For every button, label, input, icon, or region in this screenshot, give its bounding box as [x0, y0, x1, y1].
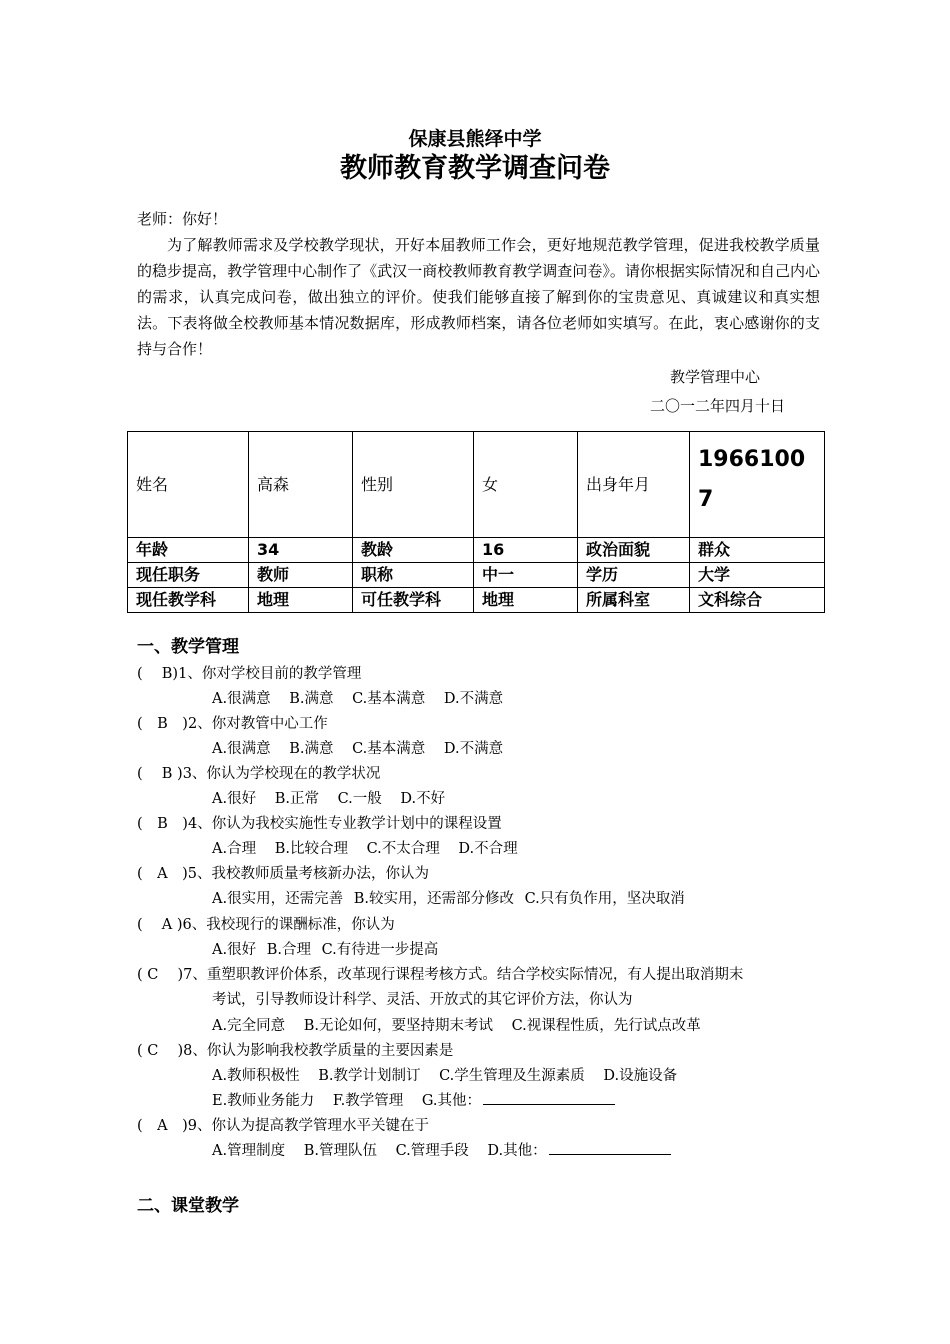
table-cell: 政治面貌	[578, 538, 690, 563]
table-cell: 女	[474, 432, 578, 538]
question-6-options	[212, 938, 452, 959]
question-text: 3、你认为学校现在的教学状况	[182, 766, 381, 782]
option: D.不合理	[458, 841, 518, 857]
question-text: 5、我校教师质量考核新办法，你认为	[187, 866, 430, 882]
option: B.无论如何，要坚持期末考试	[303, 1018, 493, 1034]
option: B.满意	[289, 691, 334, 707]
question-text: 9、你认为提高教学管理水平关键在于	[187, 1118, 430, 1134]
answer-prefix: ( A )	[137, 866, 188, 882]
answer-prefix: ( B )	[137, 716, 188, 732]
question-text: 4、你认为我校实施性专业教学计划中的课程设置	[187, 816, 502, 832]
table-cell: 地理	[249, 588, 353, 613]
question-1-options	[212, 687, 517, 708]
table-cell: 文科综合	[690, 588, 825, 613]
option: A.很好	[212, 791, 257, 807]
option: A.很好	[212, 942, 257, 958]
answer-prefix: ( A )	[137, 1118, 188, 1134]
option: C.基本满意	[352, 741, 426, 757]
question-text: 6、我校现行的课酬标准，你认为	[182, 917, 395, 933]
table-cell: 群众	[690, 538, 825, 563]
question-3	[137, 762, 380, 783]
question-4-options	[212, 837, 532, 858]
question-7-continuation: 考试，引导教师设计科学、灵活、开放式的其它评价方法，你认为	[212, 992, 633, 1008]
table-row	[128, 588, 825, 613]
option: B.比较合理	[274, 841, 348, 857]
letter-date: 二〇一二年四月十日	[649, 397, 785, 415]
option: D.设施设备	[603, 1068, 678, 1084]
answer-prefix: ( B)	[137, 666, 179, 682]
table-cell: 16	[474, 538, 578, 563]
table-cell: 现任教学科	[128, 588, 249, 613]
option: C.一般	[337, 791, 382, 807]
option: A.教师积极性	[212, 1068, 300, 1084]
table-row	[128, 432, 825, 538]
option: A.很满意	[212, 691, 271, 707]
question-5-options	[212, 887, 699, 908]
table-cell: 学历	[578, 563, 690, 588]
option: C.视课程性质，先行试点改革	[511, 1018, 701, 1034]
table-cell: 教师	[249, 563, 353, 588]
question-9-options	[212, 1139, 685, 1160]
question-text: 1、你对学校目前的教学管理	[178, 666, 362, 682]
answer-prefix: ( C )	[137, 1043, 184, 1059]
question-8-options	[212, 1064, 691, 1085]
table-cell: 出身年月	[578, 432, 690, 538]
option: B.教学计划制订	[318, 1068, 421, 1084]
option: A.完全同意	[212, 1018, 286, 1034]
option: D.不满意	[443, 691, 504, 707]
table-cell: 姓名	[128, 432, 249, 538]
question-5	[137, 862, 429, 883]
question-2-options	[212, 737, 517, 758]
table-cell: 19661007	[690, 432, 825, 538]
question-9	[137, 1114, 429, 1135]
answer-prefix: ( C )	[137, 967, 184, 983]
option: C.只有负作用，坚决取消	[524, 891, 685, 907]
table-cell: 所属科室	[578, 588, 690, 613]
question-text: 7、重塑职教评价体系，改革现行课程考核方式。结合学校实际情况，有人提出取消期末	[183, 967, 744, 983]
letter-greeting: 老师：你好！	[137, 210, 228, 228]
option: F.教学管理	[332, 1093, 404, 1109]
answer-prefix: ( B )	[137, 766, 183, 782]
option: G.其他：	[421, 1093, 482, 1109]
letter-signature: 教学管理中心	[669, 368, 760, 386]
option: B.满意	[289, 741, 334, 757]
option: B.合理	[266, 942, 311, 958]
option: A.管理制度	[212, 1143, 286, 1159]
option: C.不太合理	[366, 841, 440, 857]
question-8-options-more	[212, 1089, 629, 1110]
table-cell: 职称	[353, 563, 474, 588]
question-6	[137, 913, 395, 934]
option: B.较实用，还需部分修改	[353, 891, 514, 907]
option: C.管理手段	[395, 1143, 469, 1159]
answer-prefix: ( A )	[137, 917, 183, 933]
table-row	[128, 538, 825, 563]
table-cell: 年龄	[128, 538, 249, 563]
option: A.很实用，还需完善	[212, 891, 344, 907]
table-cell: 34	[249, 538, 353, 563]
question-7	[137, 963, 743, 984]
fill-in-blank[interactable]	[483, 1090, 615, 1105]
question-1	[137, 662, 361, 683]
option: A.合理	[212, 841, 257, 857]
option: D.不满意	[443, 741, 504, 757]
option: D.不好	[400, 791, 446, 807]
table-cell: 现任职务	[128, 563, 249, 588]
option: A.很满意	[212, 741, 271, 757]
answer-prefix: ( B )	[137, 816, 188, 832]
section-heading: 二、课堂教学	[137, 1196, 239, 1216]
question-3-options	[212, 787, 459, 808]
option: D.其他：	[487, 1143, 547, 1159]
table-cell: 地理	[474, 588, 578, 613]
school-name: 保康县熊绎中学	[408, 128, 542, 150]
table-cell: 性别	[353, 432, 474, 538]
table-cell: 大学	[690, 563, 825, 588]
fill-in-blank[interactable]	[549, 1140, 671, 1155]
question-text: 8、你认为影响我校教学质量的主要因素是	[183, 1043, 454, 1059]
option: C.基本满意	[352, 691, 426, 707]
table-row	[128, 563, 825, 588]
option: B.管理队伍	[303, 1143, 377, 1159]
option: C.学生管理及生源素质	[439, 1068, 585, 1084]
question-4	[137, 812, 502, 833]
table-cell: 高森	[249, 432, 353, 538]
table-cell: 中一	[474, 563, 578, 588]
teacher-info-table	[127, 431, 825, 613]
question-2	[137, 712, 328, 733]
document-title: 教师教育教学调查问卷	[340, 153, 610, 184]
section-heading: 一、教学管理	[137, 637, 239, 657]
question-7-options	[212, 1014, 715, 1035]
option: B.正常	[274, 791, 319, 807]
table-cell: 可任教学科	[353, 588, 474, 613]
question-text: 2、你对教管中心工作	[187, 716, 328, 732]
table-cell: 教龄	[353, 538, 474, 563]
letter-body: 为了解教师需求及学校教学现状，开好本届教师工作会，更好地规范教学管理，促进我校教学质量的稳步提高，教学管理中心制作了《武汉一商校教师教育教学调查问卷》。请你根据实际情况和自己内心的需求，认真完成问卷，做出独立的评价。使我们能够直接了解到你的宝贵意见、真诚建议和真实想法。下表将做全校教师基本情况数据库，形成教师档案，请各位老师如实填写。在此，衷心感谢你的支持与合作！	[137, 236, 820, 358]
option: E.教师业务能力	[212, 1093, 315, 1109]
question-8	[137, 1039, 453, 1060]
option: C.有待进一步提高	[321, 942, 439, 958]
